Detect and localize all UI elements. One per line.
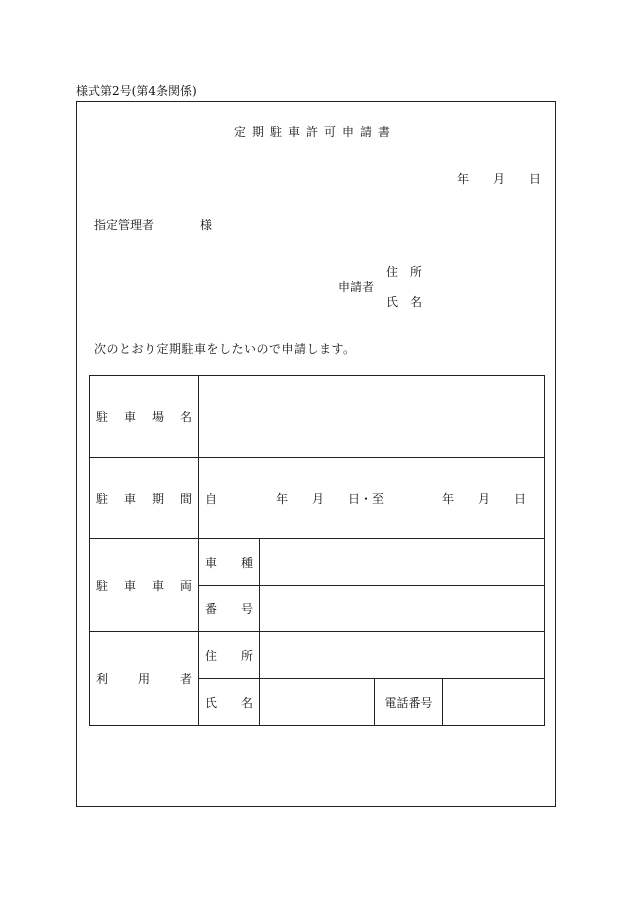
header-char: 種	[240, 555, 253, 570]
parking-period-header	[90, 458, 199, 539]
row-vehicle-type	[90, 539, 545, 586]
header-char: 号	[240, 602, 253, 616]
header-char: 名	[179, 410, 192, 424]
header-char: 駐	[96, 491, 109, 506]
header-char: 者	[179, 672, 192, 686]
intro-sentence: 次のとおり定期駐車をしたいので申請します。	[94, 342, 356, 356]
date-year-label: 年	[457, 172, 470, 186]
header-char: 車	[205, 555, 218, 570]
row-parking-period	[90, 458, 545, 539]
header-char: 住	[205, 648, 218, 663]
header-char: 期	[151, 491, 164, 506]
period-day-to-label: 日・至	[348, 491, 385, 506]
header-char: 車	[151, 578, 164, 593]
period-month-label: 月	[312, 491, 325, 506]
vehicle-header	[90, 539, 199, 632]
header-char: 所	[240, 648, 253, 663]
header-char: 駐	[96, 410, 109, 424]
period-from-label: 自	[205, 491, 218, 506]
header-char: 名	[240, 695, 253, 710]
applicant-address-label-1: 住	[386, 265, 399, 279]
header-char: 利	[96, 672, 109, 686]
vehicle-type-header	[199, 539, 260, 586]
phone-label: 電話番号	[384, 695, 433, 710]
applicant-name-label-1: 氏	[386, 295, 399, 309]
header-char: 氏	[205, 695, 218, 710]
vehicle-type-field[interactable]	[260, 539, 545, 586]
header-char: 駐	[96, 578, 109, 593]
document-title: 定期駐車許可申請書	[233, 125, 396, 139]
vehicle-number-field[interactable]	[260, 586, 545, 632]
form-number-label: 様式第2号(第4条関係)	[76, 84, 197, 98]
date-day-label: 日	[529, 172, 542, 186]
phone-header	[375, 679, 443, 726]
user-address-field[interactable]	[260, 632, 545, 679]
header-char: 用	[137, 672, 150, 686]
header-char: 間	[179, 491, 192, 506]
header-char: 場	[151, 410, 164, 424]
user-address-header	[199, 632, 260, 679]
user-name-header	[199, 679, 260, 726]
user-header	[90, 632, 199, 726]
parking-period-field[interactable]	[199, 458, 545, 539]
period-day2-label: 日	[514, 491, 527, 506]
applicant-label: 申請者	[338, 280, 375, 294]
addressee-label: 指定管理者	[94, 218, 155, 232]
parking-name-header	[90, 376, 199, 458]
header-char: 車	[123, 410, 136, 424]
addressee-honorific: 様	[200, 218, 213, 232]
vehicle-number-header	[199, 586, 260, 632]
applicant-name-label-2: 名	[410, 295, 423, 309]
period-year-label: 年	[276, 491, 289, 506]
header-char: 両	[179, 578, 192, 593]
row-user-address	[90, 632, 545, 679]
application-table	[89, 375, 545, 726]
header-char: 車	[123, 578, 136, 593]
user-name-field[interactable]	[260, 679, 375, 726]
applicant-address-label-2: 所	[410, 265, 423, 279]
date-month-label: 月	[493, 172, 506, 186]
parking-name-field[interactable]	[199, 376, 545, 458]
row-parking-name	[90, 376, 545, 458]
period-year2-label: 年	[442, 491, 455, 506]
header-char: 番	[205, 602, 218, 616]
period-month2-label: 月	[478, 491, 491, 506]
phone-field[interactable]	[443, 679, 545, 726]
header-char: 車	[123, 491, 136, 506]
